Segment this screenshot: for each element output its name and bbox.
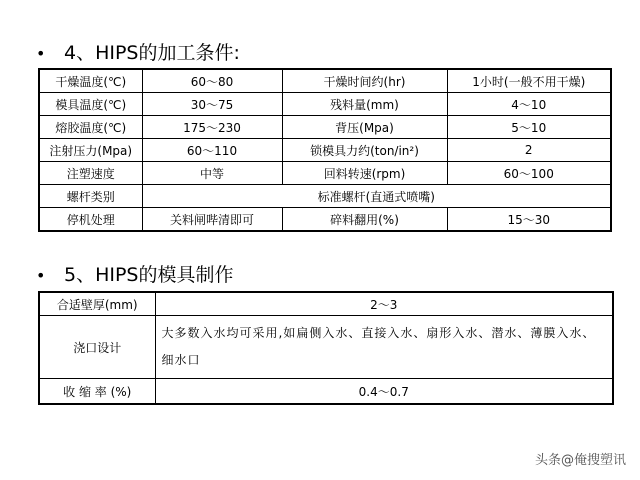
table-cell: 螺杆类别 xyxy=(39,185,142,208)
table-cell: 注塑速度 xyxy=(39,162,142,185)
table-row xyxy=(39,292,613,316)
table-row xyxy=(39,316,613,379)
table-cell: 30～75 xyxy=(142,93,282,116)
table-row xyxy=(39,185,611,208)
table-cell: 5～10 xyxy=(447,116,611,139)
table-cell: 干燥温度(℃) xyxy=(39,69,142,93)
section-4-title: 4、HIPS的加工条件: xyxy=(64,42,240,64)
table-cell: 回料转速(rpm) xyxy=(282,162,447,185)
mold-design-table xyxy=(38,291,614,405)
section-5-heading xyxy=(36,260,234,287)
table-cell: 碎料翻用(%) xyxy=(282,208,447,232)
table-cell: 残料量(mm) xyxy=(282,93,447,116)
table-cell: 熔胶温度(℃) xyxy=(39,116,142,139)
table-cell: 模具温度(℃) xyxy=(39,93,142,116)
table-cell: 15～30 xyxy=(447,208,611,232)
table-row xyxy=(39,139,611,162)
table-cell: 1小时(一般不用干燥) xyxy=(447,69,611,93)
table-cell: 2 xyxy=(447,139,611,162)
table-row xyxy=(39,208,611,232)
bullet-icon: • xyxy=(36,266,46,285)
table-cell: 背压(Mpa) xyxy=(282,116,447,139)
table-row xyxy=(39,379,613,405)
table-row xyxy=(39,69,611,93)
table-cell: 175～230 xyxy=(142,116,282,139)
table-cell: 4～10 xyxy=(447,93,611,116)
table-cell: 60～110 xyxy=(142,139,282,162)
table-cell: 60～100 xyxy=(447,162,611,185)
table-cell: 中等 xyxy=(142,162,282,185)
table-cell: 锁模具力约(ton/in²) xyxy=(282,139,447,162)
table-cell: 标准螺杆(直通式喷嘴) xyxy=(142,185,611,208)
table-cell: 干燥时间约(hr) xyxy=(282,69,447,93)
table-row xyxy=(39,116,611,139)
table-cell: 注射压力(Mpa) xyxy=(39,139,142,162)
table-cell: 浇口设计 xyxy=(39,316,155,379)
table-cell: 60～80 xyxy=(142,69,282,93)
table-cell: 大多数入水均可采用,如扁侧入水、直接入水、扇形入水、潜水、薄膜入水、细水口 xyxy=(155,316,613,379)
processing-conditions-table xyxy=(38,68,612,232)
table-cell: 关料闸哔清即可 xyxy=(142,208,282,232)
bullet-icon: • xyxy=(36,44,46,63)
table-row xyxy=(39,93,611,116)
table-cell: 合适壁厚(mm) xyxy=(39,292,155,316)
watermark: 头条@俺搜塑讯 xyxy=(534,453,626,468)
section-5-title: 5、HIPS的模具制作 xyxy=(64,264,234,286)
table-cell: 2～3 xyxy=(155,292,613,316)
table-cell: 收 缩 率 (%) xyxy=(39,379,155,405)
section-4-heading xyxy=(36,38,240,65)
table-cell: 停机处理 xyxy=(39,208,142,232)
table-cell: 0.4～0.7 xyxy=(155,379,613,405)
table-row xyxy=(39,162,611,185)
